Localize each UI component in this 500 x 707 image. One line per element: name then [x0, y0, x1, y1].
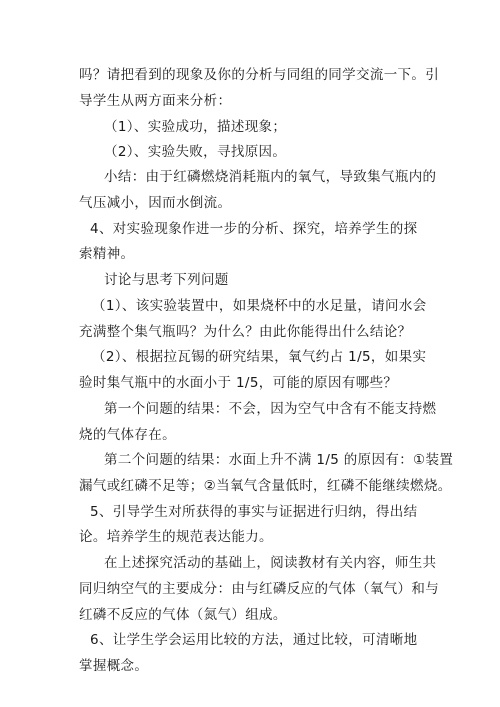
- section-step: 6、让学生学会运用比较的方法，通过比较，可清晰地: [90, 632, 418, 648]
- text-line: 充满整个集气瓶吗？为什么？由此你能得出什么结论？: [79, 324, 412, 340]
- answer-line: 第一个问题的结果：不会，因为空气中含有不能支持燃: [104, 401, 437, 417]
- section-step: 5、引导学生对所获得的事实与证据进行归纳，得出结: [90, 504, 418, 520]
- paragraph-line: 在上述探究活动的基础上，阅读教材有关内容，师生共: [104, 555, 437, 571]
- text-line: 同归纳空气的主要成分：由与红磷反应的气体（氧气）和与: [79, 581, 440, 597]
- section-step: 4、对实验现象作进一步的分析、探究，培养学生的探: [90, 221, 418, 237]
- section-heading: 讨论与思考下列问题: [104, 272, 229, 288]
- list-item: （1）、实验成功，描述现象；: [104, 119, 287, 135]
- text-line: 气压减小，因而水倒流。: [79, 195, 232, 211]
- text-line: 烧的气体存在。: [79, 427, 176, 443]
- question-line: （2）、根据拉瓦锡的研究结果，氧气约占 1/5，如果实: [92, 349, 427, 365]
- text-line: 验时集气瓶中的水面小于 1/5，可能的原因有哪些？: [79, 375, 398, 391]
- text-line: 索精神。: [79, 246, 135, 262]
- text-line: 论。培养学生的规范表达能力。: [79, 529, 273, 545]
- question-line: （1）、该实验装置中，如果烧杯中的水足量，请问水会: [92, 298, 427, 314]
- text-line: 导学生从两方面来分析：: [79, 93, 232, 109]
- summary-line: 小结：由于红磷燃烧消耗瓶内的氧气，导致集气瓶内的: [104, 169, 437, 185]
- text-line: 红磷不反应的气体（氮气）组成。: [79, 607, 287, 623]
- text-line: 吗？请把看到的现象及你的分析与同组的同学交流一下。引: [79, 67, 440, 83]
- answer-line: 第二个问题的结果：水面上升不满 1/5 的原因有：①装置: [104, 452, 454, 468]
- list-item: （2）、实验失败，寻找原因。: [104, 144, 287, 160]
- text-line: 漏气或红磷不足等；②当氧气含量低时，红磷不能继续燃烧。: [79, 478, 452, 494]
- text-line: 掌握概念。: [79, 658, 149, 674]
